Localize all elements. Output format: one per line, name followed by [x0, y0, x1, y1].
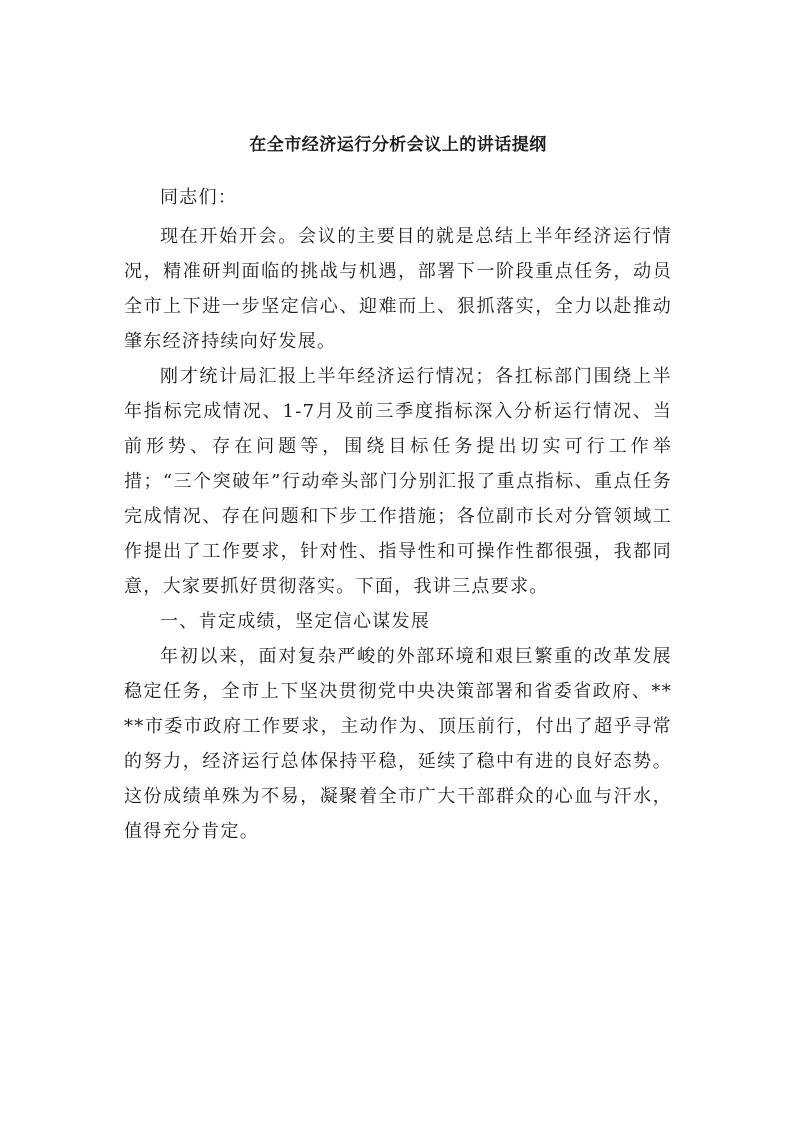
salutation: 同志们：	[160, 187, 238, 208]
document-body	[124, 130, 672, 849]
document-title: 在全市经济运行分析会议上的讲话提纲	[249, 135, 547, 155]
paragraph-opening: 现在开始开会。会议的主要目的就是总结上半年经济运行情况，精准研判面临的挑战与机遇，部署下一阶段重点任务，动员全市上下进一步坚定信心、迎难而上、狠抓落实，全力以赴推动肇东经济持续向好发展。	[124, 226, 672, 352]
section-heading-1: 一、肯定成绩，坚定信心谋发展	[160, 611, 431, 632]
paragraph-achievements: 年初以来，面对复杂严峻的外部环境和艰巨繁重的改革发展稳定任务，全市上下坚决贯彻党中央决策部署和省委省政府、****市委市政府工作要求，主动作为、顶压前行，付出了超乎寻常的努力，经济运行总体保持平稳，延续了稳中有进的良好态势。这份成绩单殊为不易，凝聚着全市广大干部群众的心血与汗水，值得充分肯定。	[124, 646, 672, 842]
paragraph-reports-summary: 刚才统计局汇报上半年经济运行情况；各扛标部门围绕上半年指标完成情况、1-7月及前三季度指标深入分析运行情况、当前形势、存在问题等，围绕目标任务提出切实可行工作举措；“三个突破年”行动牵头部门分别汇报了重点指标、重点任务完成情况、存在问题和下步工作措施；各位副市长对分管领域工作提出了工作要求，针对性、指导性和可操作性都很强，我都同意，大家要抓好贯彻落实。下面，我讲三点要求。	[124, 366, 672, 597]
